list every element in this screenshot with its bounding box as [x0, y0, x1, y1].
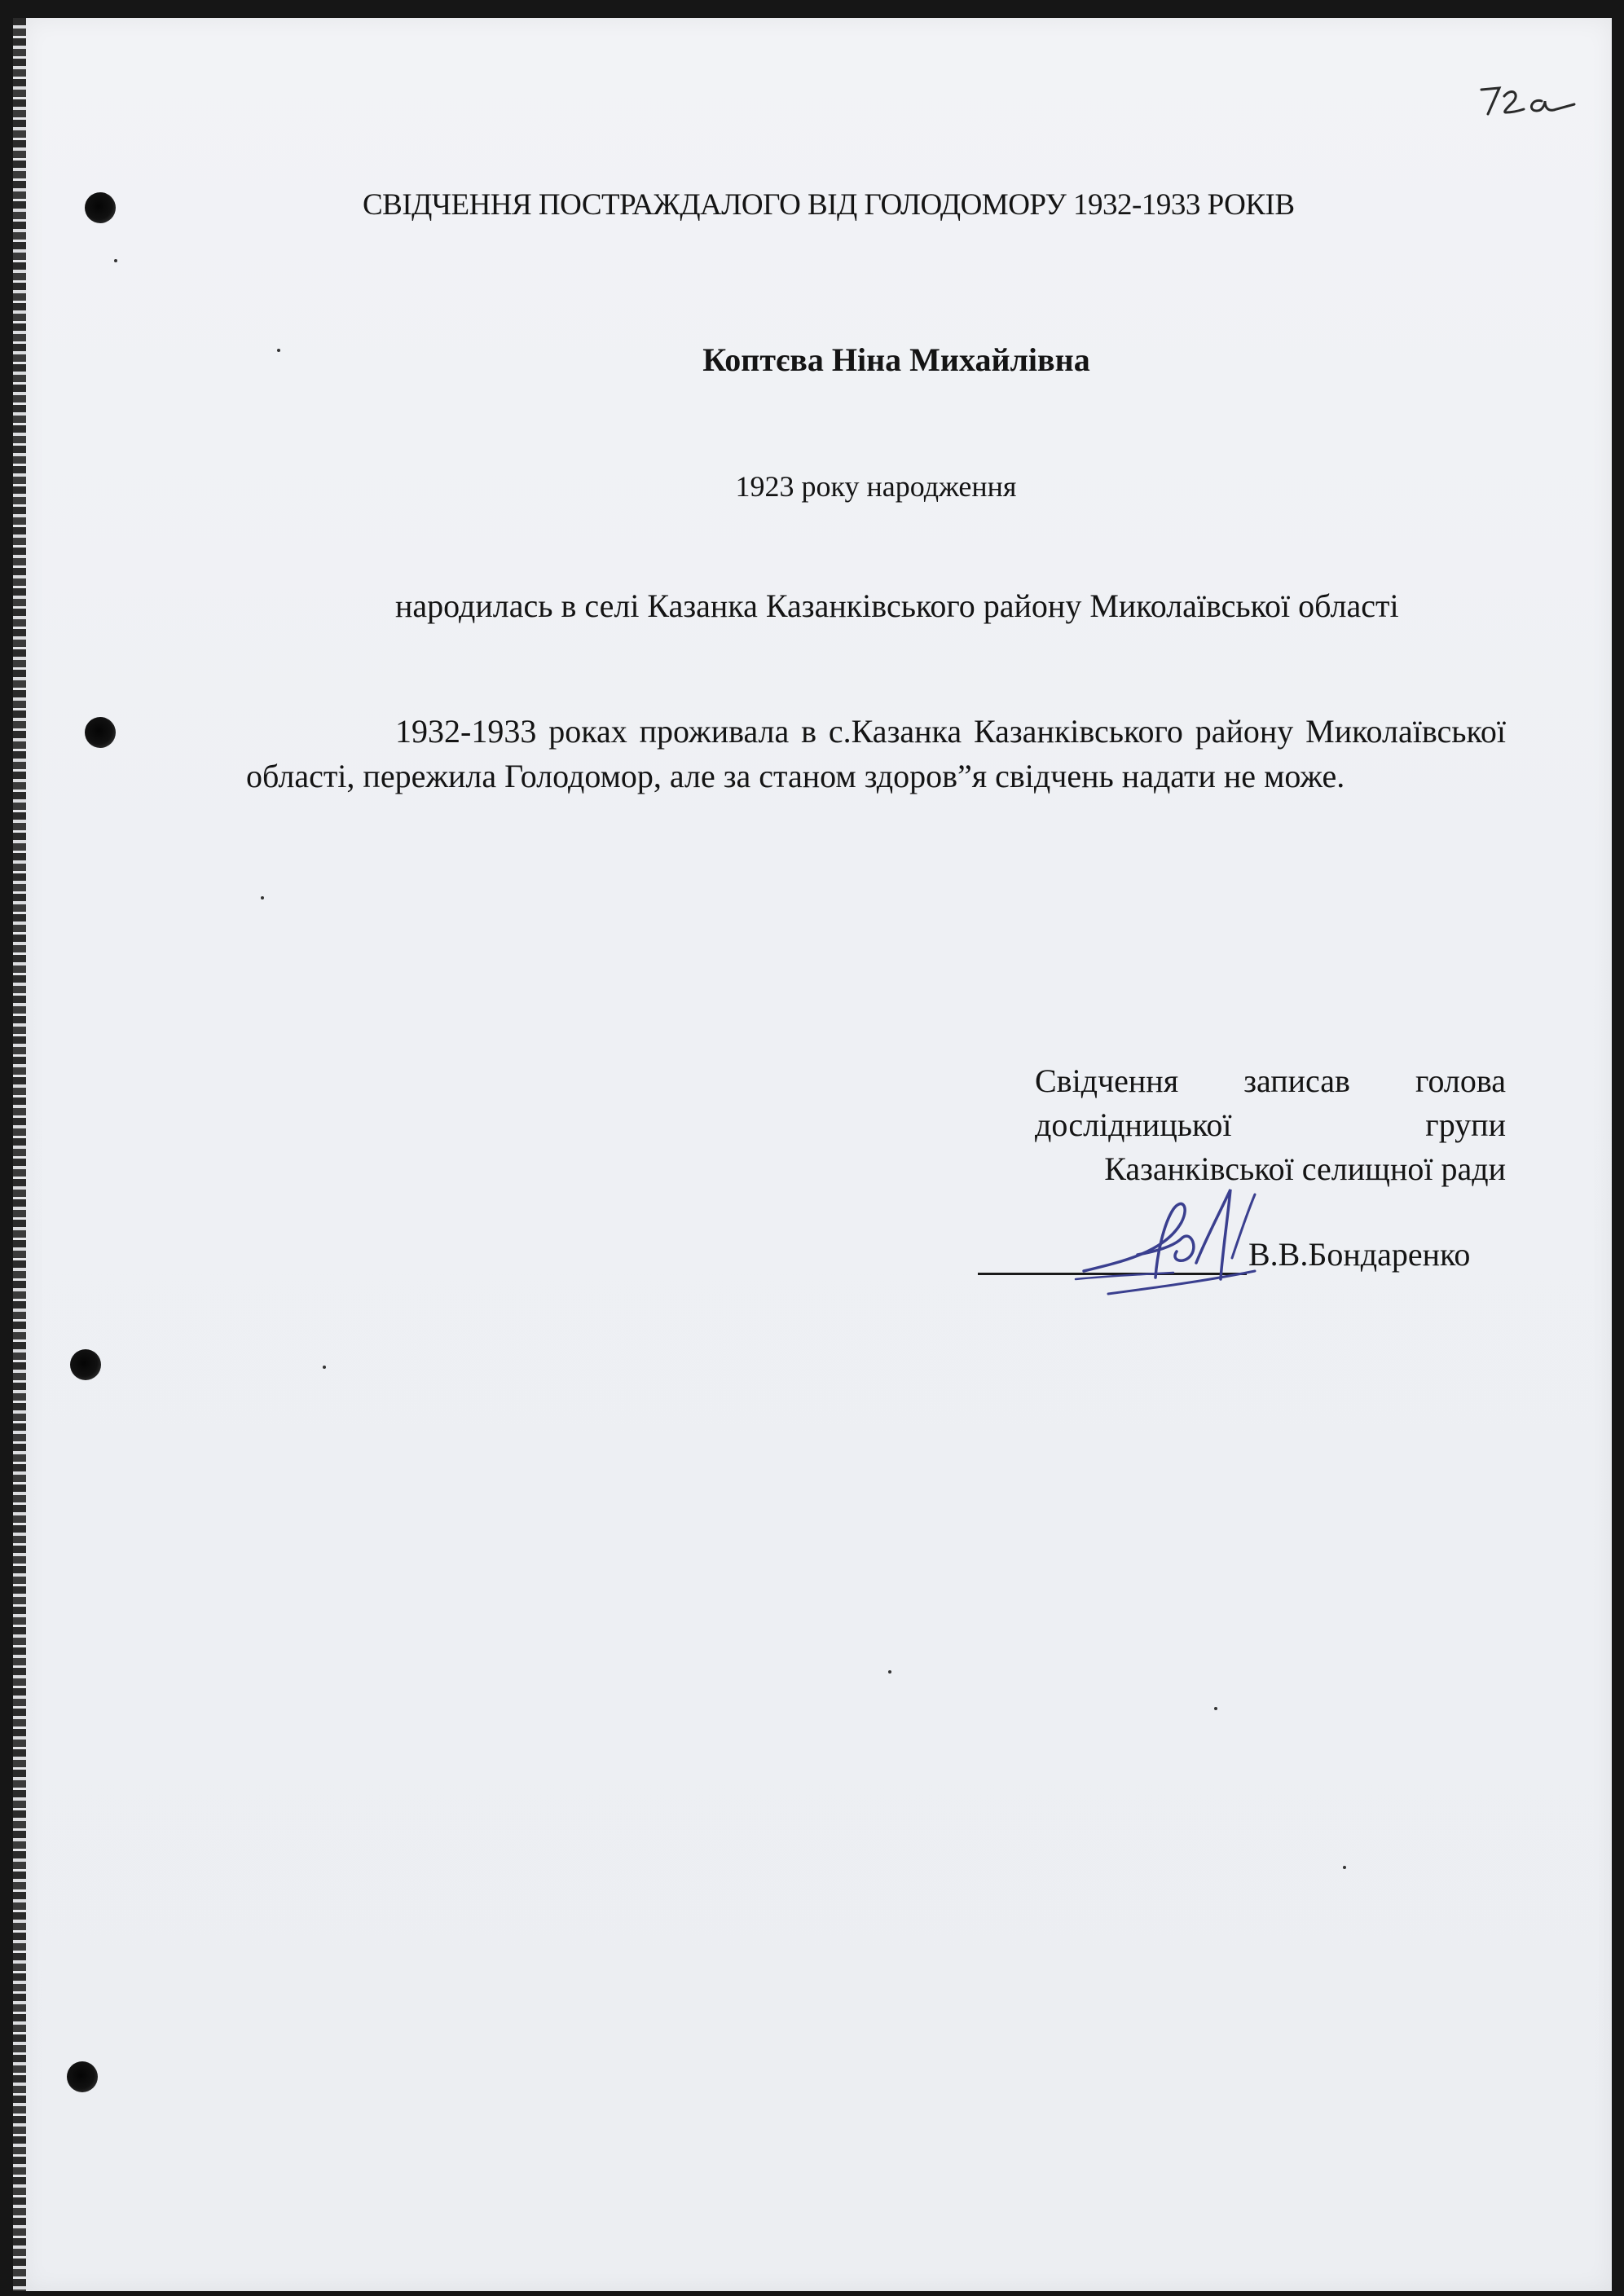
punch-hole-4 [67, 2061, 98, 2092]
recorder-line-2: дослідницької групи [1035, 1106, 1506, 1143]
document-title: СВІДЧЕННЯ ПОСТРАЖДАЛОГО ВІД ГОЛОДОМОРУ 1932-1933 РОКІВ [363, 188, 1295, 222]
dust-speck [323, 1366, 326, 1369]
paragraph-testimony: 1932-1933 роках проживала в с.Казанка Казанківського району Миколаївської області, пережила Голодомор, але за станом здоров”я свідчень надати не може. [246, 713, 1506, 794]
signer-name: В.В.Бондаренко [1248, 1236, 1471, 1273]
dust-speck [1214, 1707, 1217, 1710]
punch-hole-1 [85, 192, 116, 223]
birth-year: 1923 року народження [735, 470, 1017, 503]
witness-name: Коптєва Ніна Михайлівна [702, 341, 1090, 378]
dust-speck [261, 896, 264, 899]
dust-speck [1343, 1866, 1346, 1869]
recorder-line-1: Свідчення записав голова [1035, 1062, 1506, 1099]
dust-speck [114, 259, 117, 262]
punch-hole-3 [70, 1349, 101, 1380]
paragraph-birthplace: народилась в селі Казанка Казанківського району Миколаївської області [395, 587, 1399, 624]
punch-hole-2 [85, 717, 116, 748]
archive-page-number [1467, 75, 1581, 132]
recorder-block [1035, 1059, 1506, 1191]
dust-speck [888, 1670, 891, 1674]
recorder-line-3: Казанківської селищної ради [1104, 1150, 1506, 1187]
